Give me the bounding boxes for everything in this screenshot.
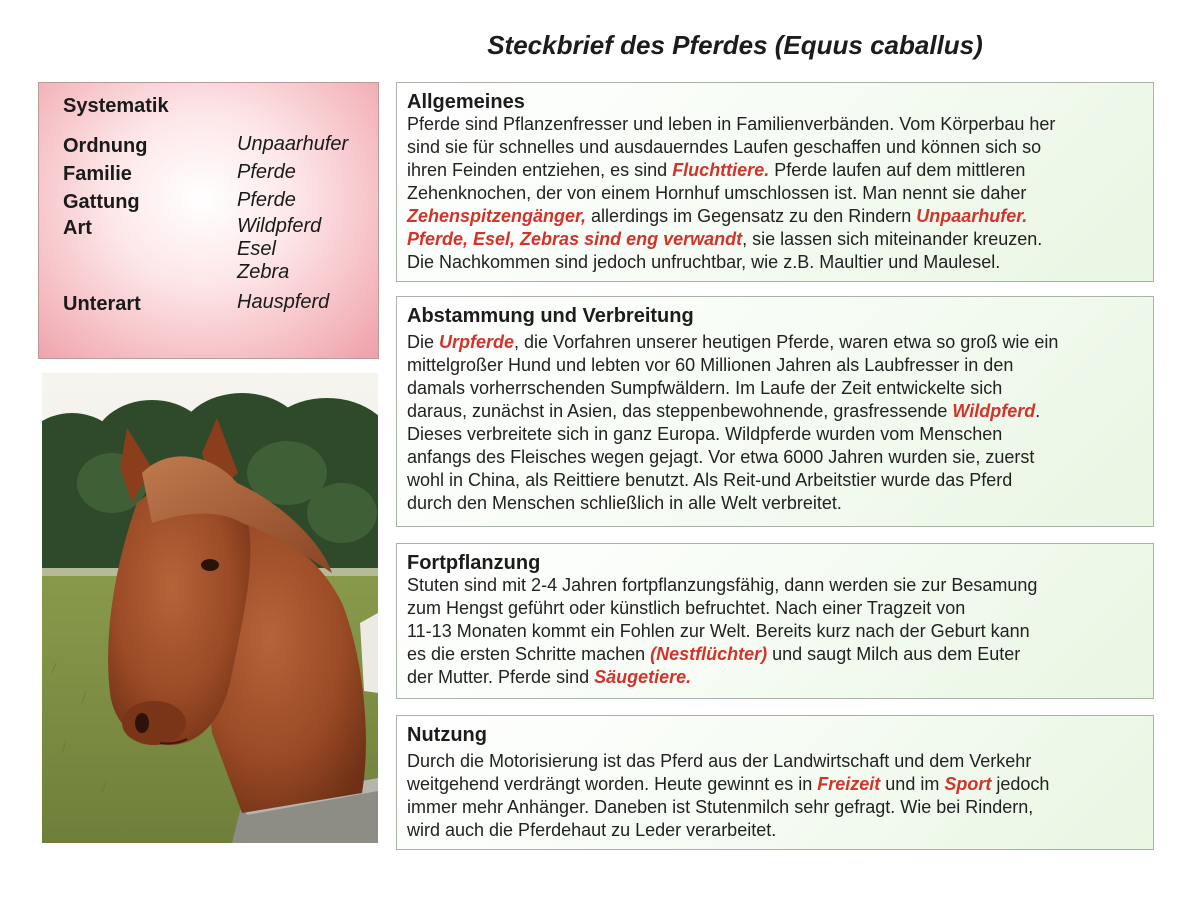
text-segment: Durch die Motorisierung ist das Pferd aus der Landwirtschaft und dem Verkehr [407,751,1032,771]
highlighted-term: Urpferde [439,332,515,352]
section-heading: Abstammung und Verbreitung [407,305,694,327]
highlighted-term: Säugetiere. [594,667,692,687]
highlighted-term: (Nestflüchter) [650,644,768,664]
text-segment: zum Hengst geführt oder künstlich befruchtet. Nach einer Tragzeit von [407,598,966,618]
text-segment: wird auch die Pferdehaut zu Leder verarbeitet. [407,820,777,840]
systematik-value-line: Esel [237,238,276,260]
highlighted-term: Fluchttiere. [672,160,770,180]
systematik-value-line: Pferde [237,189,296,211]
systematik-key: Familie [63,163,132,185]
text-segment: Dieses verbreitete sich in ganz Europa. Wildpferde wurden vom Menschen [407,424,1003,444]
text-segment: , die Vorfahren unserer heutigen Pferde, waren etwa so groß wie ein [514,332,1059,352]
section-nutzung [396,715,1154,850]
text-segment: Die [407,332,440,352]
section-allgemeines [396,82,1154,282]
text-segment: Die Nachkommen sind jedoch unfruchtbar, wie z.B. Maultier und Maulesel. [407,252,1001,272]
horse-illustration [42,373,378,843]
text-segment: allerdings im Gegensatz zu den Rindern [586,206,917,226]
text-segment: Pferde laufen auf dem mittleren [769,160,1026,180]
text-segment: wohl in China, als Reittiere benutzt. Als Reit-und Arbeitstier wurde das Pferd [407,470,1013,490]
text-segment: ihren Feinden entziehen, es sind [407,160,673,180]
systematik-value-line: Hauspferd [237,291,330,313]
text-segment: es die ersten Schritte machen [407,644,651,664]
section-heading: Fortpflanzung [407,552,541,574]
section-heading: Nutzung [407,724,487,746]
systematik-value [237,133,348,156]
text-segment: weitgehend verdrängt worden. Heute gewinnt es in [407,774,818,794]
page-title: Steckbrief des Pferdes (Equus caballus) [487,30,983,60]
text-segment: immer mehr Anhänger. Daneben ist Stutenmilch sehr gefragt. Wie bei Rindern, [407,797,1034,817]
systematik-value-line: Unpaarhufer [237,133,349,155]
systematik-panel [38,82,379,359]
text-segment: . [1035,401,1041,421]
systematik-value [237,161,296,184]
systematik-value-line: Pferde [237,161,296,183]
section-abstammung [396,296,1154,527]
highlighted-term: Sport [944,774,992,794]
highlighted-term: Wildpferd [952,401,1036,421]
text-segment: und saugt Milch aus dem Euter [767,644,1021,664]
text-segment: Pferde sind Pflanzenfresser und leben in Familienverbänden. Vom Körperbau her [407,114,1056,134]
text-segment: , sie lassen sich miteinander kreuzen. [742,229,1043,249]
systematik-value [237,291,329,314]
systematik-value-line: Zebra [237,261,290,283]
text-segment: durch den Menschen schließlich in alle Welt verbreitet. [407,493,842,513]
text-segment: der Mutter. Pferde sind [407,667,595,687]
highlighted-term: Unpaarhufer. [916,206,1028,226]
text-segment: damals vorherrschenden Sumpfwäldern. Im Laufe der Zeit entwickelte sich [407,378,1003,398]
highlighted-term: Zehenspitzengänger, [407,206,587,226]
text-segment: Stuten sind mit 2-4 Jahren fortpflanzungsfähig, dann werden sie zur Besamung [407,575,1038,595]
horse-photo [42,373,378,843]
highlighted-term: Freizeit [817,774,881,794]
text-segment: mittelgroßer Hund und lebten vor 60 Millionen Jahren als Laubfresser in den [407,355,1014,375]
section-fortpflanzung [396,543,1154,699]
text-segment: daraus, zunächst in Asien, das steppenbewohnende, grasfressende [407,401,953,421]
systematik-key: Unterart [63,293,141,315]
text-segment: sind sie für schnelles und ausdauerndes Laufen geschaffen und können sich so [407,137,1042,157]
section-text [407,574,1145,689]
systematik-heading: Systematik [63,95,169,117]
section-heading: Allgemeines [407,91,525,113]
section-text [407,331,1145,515]
text-segment: anfangs des Fleisches wegen gejagt. Vor etwa 6000 Jahren wurden sie, zuerst [407,447,1035,467]
highlighted-term: Pferde, Esel, Zebras sind eng verwandt [407,229,743,249]
systematik-key: Art [63,217,92,239]
systematik-value-line: Wildpferd [237,215,322,237]
section-text [407,750,1145,842]
systematik-key: Gattung [63,191,140,213]
systematik-key: Ordnung [63,135,148,157]
systematik-value [237,189,296,212]
text-segment: jedoch [991,774,1050,794]
text-segment: Zehenknochen, der von einem Hornhuf umschlossen ist. Man nennt sie daher [407,183,1027,203]
text-segment: 11-13 Monaten kommt ein Fohlen zur Welt. Bereits kurz nach der Geburt kann [407,621,1030,641]
text-segment: und im [880,774,945,794]
section-text [407,113,1145,274]
systematik-value [237,215,321,284]
